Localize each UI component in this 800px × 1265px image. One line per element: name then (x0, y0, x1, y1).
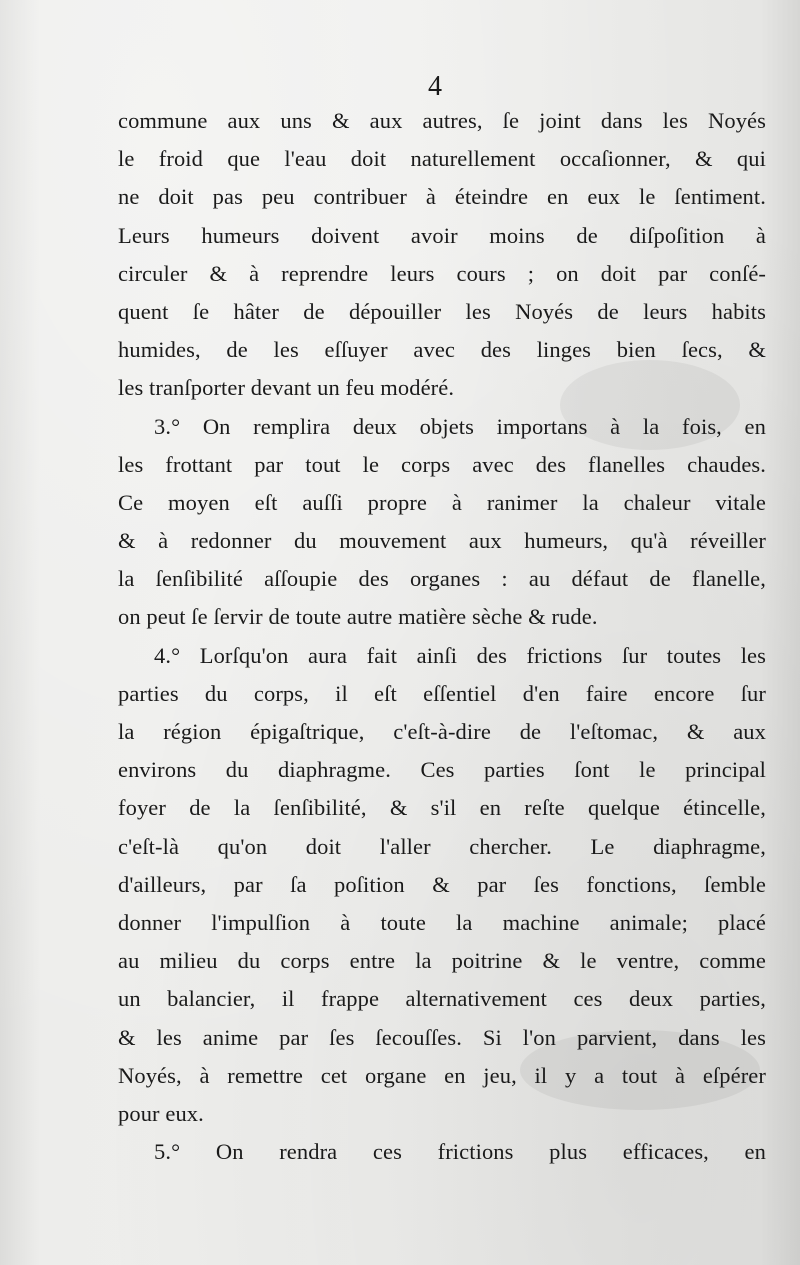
text-line: commune aux uns & aux autres, ſe joint dans les Noyés (118, 108, 766, 133)
text-line: ne doit pas peu contribuer à éteindre en eux le ſentiment. (118, 184, 766, 210)
page-number: 4 (428, 71, 442, 102)
text-line: 3.° On remplira deux objets importans à la fois, en (154, 413, 766, 439)
text-line: & les anime par ſes ſecouſſes. Si l'on parvient, dans les (118, 1024, 766, 1050)
body-text (118, 102, 766, 1171)
text-line: donner l'impulſion à toute la machine animale; placé (118, 909, 766, 935)
text-line: le froid que l'eau doit naturellement occaſionner, & qui (118, 146, 766, 172)
text-line: c'eſt-là qu'on doit l'aller chercher. Le diaphragme, (118, 833, 766, 859)
text-line: foyer de la ſenſibilité, & s'il en reſte quelque étincelle, (118, 795, 766, 821)
text-line: la région épigaſtrique, c'eſt-à-dire de l'eſtomac, & aux (118, 719, 766, 744)
text-line: pour eux. (118, 1100, 204, 1126)
text-line: les tranſporter devant un feu modéré. (118, 375, 455, 401)
text-line: environs du diaphragme. Ces parties ſont le principal (118, 757, 766, 783)
text-line: 4.° Lorſqu'on aura fait ainſi des frictions ſur toutes les (154, 642, 766, 668)
text-line: Ce moyen eſt auſſi propre à ranimer la chaleur vitale (118, 489, 766, 515)
text-line: Noyés, à remettre cet organe en jeu, il y a tout à eſpérer (118, 1062, 766, 1088)
text-line: humides, de les eſſuyer avec des linges bien ſecs, & (118, 337, 766, 363)
text-line: parties du corps, il eſt eſſentiel d'en faire encore ſur (118, 680, 766, 706)
text-line: d'ailleurs, par ſa poſition & par ſes fonctions, ſemble (118, 871, 766, 897)
text-line: la ſenſibilité aſſoupie des organes : au défaut de flanelle, (118, 566, 766, 592)
text-line: Leurs humeurs doivent avoir moins de diſpoſition à (118, 222, 766, 248)
text-line: quent ſe hâter de dépouiller les Noyés de leurs habits (118, 298, 766, 324)
text-line: les frottant par tout le corps avec des flanelles chaudes. (118, 451, 766, 477)
text-line: circuler & à reprendre leurs cours ; on doit par conſé- (118, 260, 766, 286)
text-line: on peut ſe ſervir de toute autre matière sèche & rude. (118, 604, 598, 630)
text-line: & à redonner du mouvement aux humeurs, qu'à réveiller (118, 528, 766, 554)
text-line: au milieu du corps entre la poitrine & le ventre, comme (118, 948, 766, 974)
text-line: un balancier, il frappe alternativement ces deux parties, (118, 986, 766, 1012)
text-line: 5.° On rendra ces frictions plus efficaces, en (154, 1139, 766, 1165)
